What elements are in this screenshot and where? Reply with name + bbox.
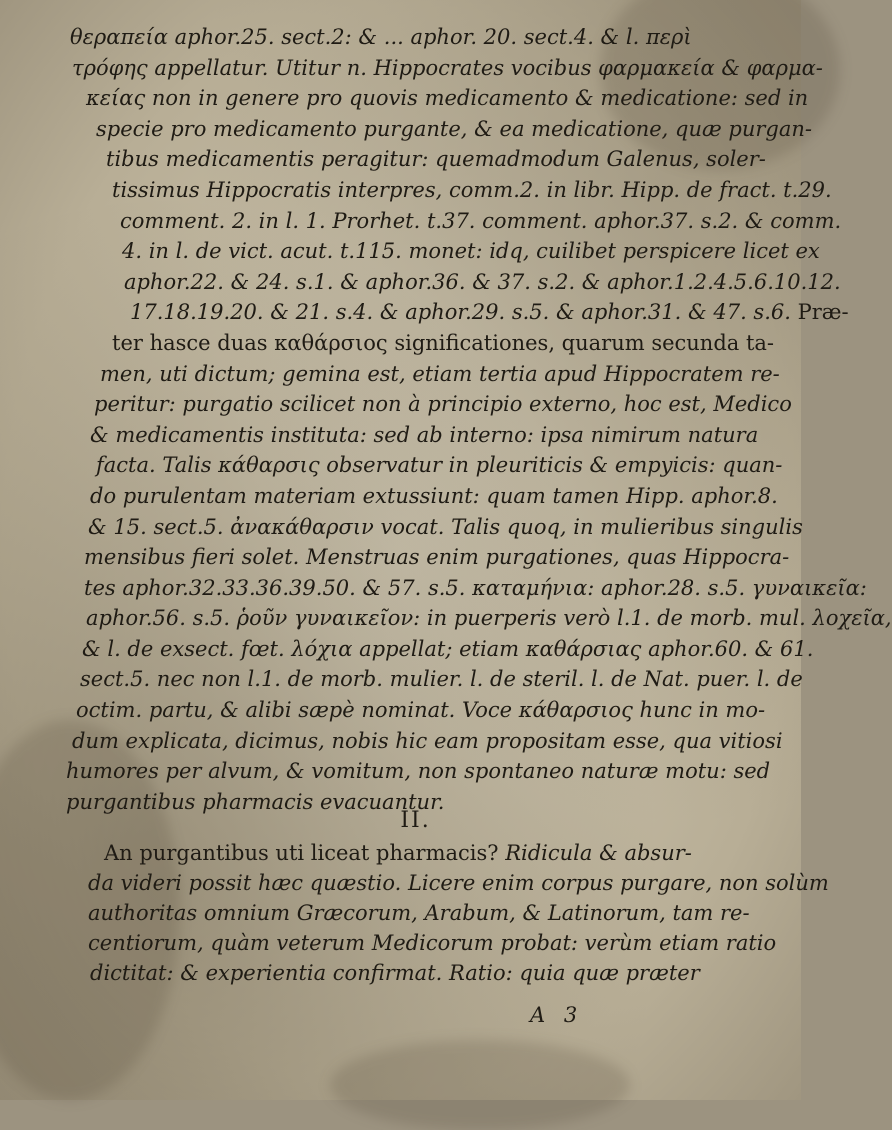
text-line: tes aphor.32.33.36.39.50. & 57. s.5. καταμήνια: aphor.28. s.5. γυναικεῖα: [84,575,867,600]
text-line: facta. Talis κάθαρσις observatur in pleuriticis & empyicis: quan- [96,453,783,478]
text-line: do purulentam materiam extussiunt: quam tamen Hipp. aphor.8. [90,483,778,508]
question-text [60,838,829,988]
text-line: κείας non in genere pro quovis medicamento & medicatione: sed in [86,86,809,111]
text-line: 4. in l. de vict. acut. t.115. monet: idq, cuilibet perspicere licet ex [122,239,820,264]
text-line: τρόφης appellatur. Utitur n. Hippocrates vocibus φαρμακεία & φαρμα- [72,55,823,80]
text-line: humores per alvum, & vomitum, non spontaneo naturæ motu: sed [66,759,771,784]
text-line: ter hasce duas καθάρσιος significationes, quarum secunda ta- [112,330,775,355]
question-lead-rest: Ridicula & absur- [498,841,692,865]
question-line: centiorum, quàm veterum Medicorum probat: verùm etiam ratio [88,931,777,955]
question-line: da videri possit hæc quæstio. Licere enim corpus purgare, non solùm [88,871,829,895]
text-line: dum explicata, dicimus, nobis hic eam propositam esse, qua vitiosi [72,728,783,753]
text-line [60,297,849,328]
text-line: tibus medicamentis peragitur: quemadmodum Galenus, soler- [106,147,766,172]
text-line: aphor.56. s.5. ῥοῦν γυναικεῖον: in puerperis verò l.1. de morb. mul. λοχεῖα, [86,606,892,631]
text-line: specie pro medicamento purgante, & ea medicatione, quæ purgan- [96,116,812,141]
text-line: men, uti dictum; gemina est, etiam tertia apud Hippocratem re- [100,361,780,386]
pra-word: Præ- [797,300,849,325]
text-line: sect.5. nec non l.1. de morb. mulier. l. de steril. l. de Nat. puer. l. de [80,667,803,692]
question-lead: An purgantibus uti liceat pharmacis? [104,841,499,865]
body-text [60,22,892,817]
section-number: II. [400,808,431,833]
text-line: & medicamentis instituta: sed ab interno: ipsa nimirum natura [90,422,759,447]
paper-stain [330,1040,630,1130]
text-line: octim. partu, & alibi sæpè nominat. Voce κάθαρσιος hunc in mo- [76,698,766,723]
text-line: & 15. sect.5. ἀνακάθαρσιν vocat. Talis quoq, in mulieribus singulis [88,514,803,539]
question-line [60,838,775,868]
question-line: dictitat: & experientia confirmat. Ratio: quia quæ præter [90,961,700,985]
question-line: authoritas omnium Græcorum, Arabum, & Latinorum, tam re- [88,901,750,925]
text-line: aphor.22. & 24. s.1. & aphor.36. & 37. s.2. & aphor.1.2.4.5.6.10.12. [124,269,841,294]
text-line-part: 17.18.19.20. & 21. s.4. & aphor.29. s.5. & aphor.31. & 47. s.6. [130,300,791,325]
text-line: mensibus fieri solet. Menstruas enim purgationes, quas Hippocra- [84,545,790,570]
text-line: θεραπεία aphor.25. sect.2: & ... aphor. 20. sect.4. & l. περὶ [70,25,692,49]
text-line: tissimus Hippocratis interpres, comm.2. in libr. Hipp. de fract. t.29. [112,177,832,202]
text-line: purgantibus pharmacis evacuantur. [66,789,445,814]
text-line: comment. 2. in l. 1. Prorhet. t.37. comment. aphor.37. s.2. & comm. [120,208,842,233]
text-line: peritur: purgatio scilicet non à principio externo, hoc est, Medico [94,392,792,417]
text-line: & l. de exsect. fœt. λόχια appellat; etiam καθάρσιας aphor.60. & 61. [82,636,814,661]
signature-mark: A 3 [530,1003,584,1027]
